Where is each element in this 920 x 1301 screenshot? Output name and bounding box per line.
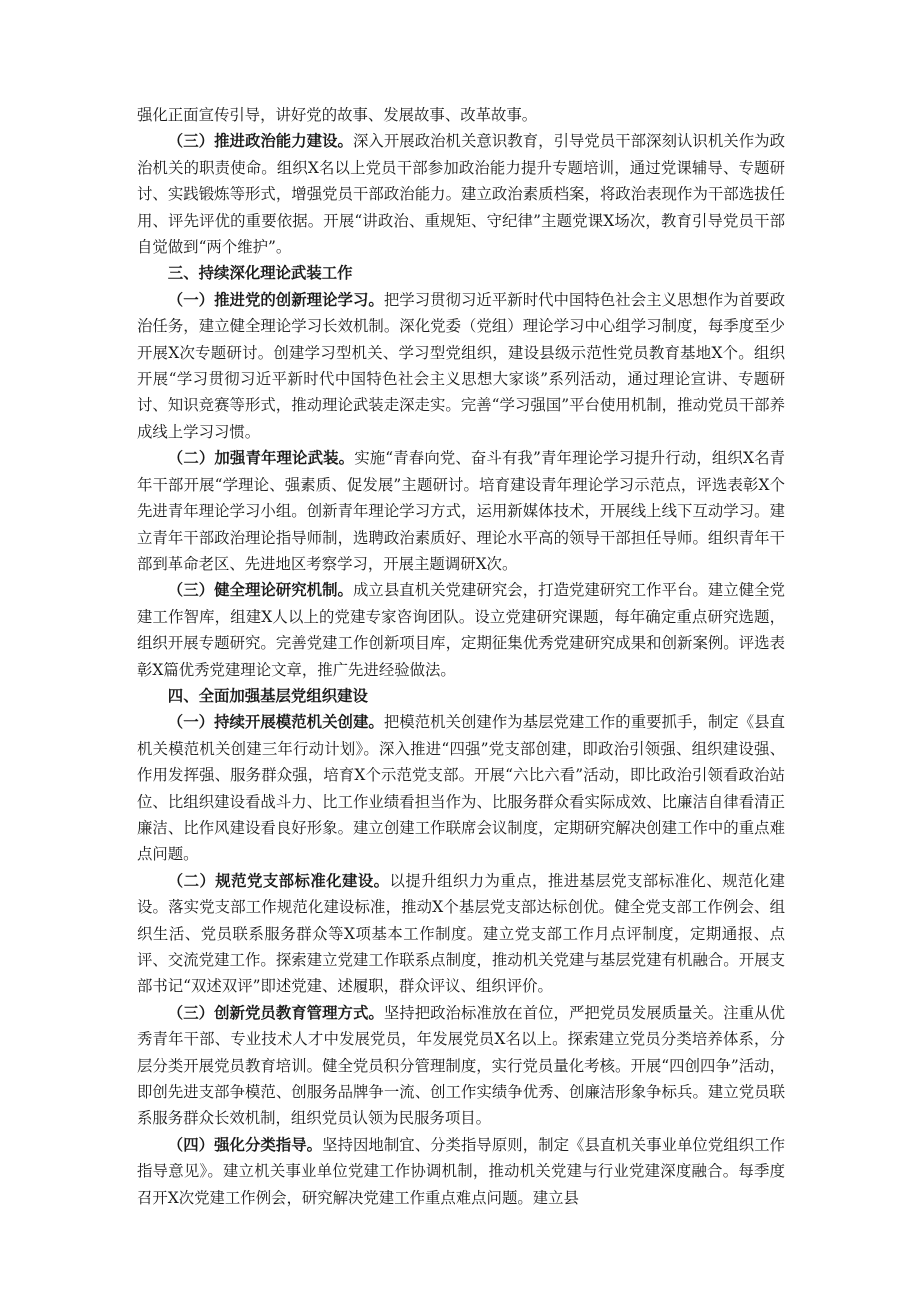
paragraph-9	[137, 1000, 785, 1132]
section-heading-4: 四、全面加强基层党组织建设	[167, 686, 368, 705]
paragraph-text: 坚持把政治标准放在首位，严把党员发展质量关。注重从优秀青年干部、专业技术人才中发展党员，年发展党员X名以上。探索建立党员分类培养体系，分层分类开展党员教育培训。健全党员积分管理制度，实行党员量化考核。开展“四创四争”活动，即创先进支部争模范、创服务品牌争一流、创工作实绩争优秀、创廉洁形象争标兵。建立党员联系服务群众长效机制，组织党员认领为民服务项目。	[137, 1003, 785, 1128]
document-page	[137, 102, 785, 1211]
paragraph-text: 把模范机关创建作为基层党建工作的重要抓手，制定《县直机关模范机关创建三年行动计划》。深入推进“四强”党支部创建，即政治引领强、组织建设强、作用发挥强、服务群众强，培育X个示范党支部。开展“六比六看”活动，即比政治引领看政治站位、比组织建设看战斗力、比工作业绩看担当作为、比服务群众看实际成效、比廉洁自律看清正廉洁、比作风建设看良好形象。建立创建工作联席会议制度，定期研究解决创建工作中的重点难点问题。	[137, 713, 785, 864]
paragraph-lead: （三）推进政治能力建设。	[167, 132, 353, 151]
paragraph-lead: （一）推进党的创新理论学习。	[167, 290, 384, 309]
paragraph-text: 以提升组织力为重点，推进基层党支部标准化、规范化建设。落实党支部工作规范化建设标准，推动X个基层党支部达标创优。健全党支部工作例会、组织生活、党员联系服务群众等X项基本工作制度。建立党支部工作月点评制度，定期通报、点评、交流党建工作。探索建立党建工作联系点制度，推动机关党建与基层党建有机融合。开展支部书记“双述双评”即述党建、述履职，群众评议、组织评价。	[137, 871, 785, 996]
paragraph-lead: （二）加强青年理论武装。	[167, 449, 355, 468]
paragraph-text: 实施“青春向党、奋斗有我”青年理论学习提升行动，组织X名青年干部开展“学理论、强素质、促发展”主题研讨。培育建设青年理论学习示范点，评选表彰X个先进青年理论学习小组。创新青年理论学习方式，运用新媒体技术，开展线上线下互动学习。建立青年干部政治理论指导师制，选聘政治素质好、理论水平高的领导干部担任导师。组织青年干部到革命老区、先进地区考察学习，开展主题调研X次。	[137, 449, 785, 573]
paragraph-5	[137, 577, 785, 683]
paragraph-text: 成立县直机关党建研究会，打造党建研究工作平台。建立健全党建工作智库，组建X人以上的党建专家咨询团队。设立党建研究课题，每年确定重点研究选题，组织开展专题研究。完善党建工作创新项目库，定期征集优秀党建研究成果和创新案例。评选表彰X篇优秀党建理论文章，推广先进经验做法。	[137, 581, 785, 679]
paragraph-4	[137, 445, 785, 577]
paragraph-0	[137, 102, 785, 128]
paragraph-text: 强化正面宣传引导，讲好党的故事、发展故事、改革故事。	[137, 106, 538, 124]
paragraph-text: 深入开展政治机关意识教育，引导党员干部深刻认识机关作为政治机关的职责使命。组织X名以上党员干部参加政治能力提升专题培训，通过党课辅导、专题研讨、实践锻炼等形式，增强党员干部政治能力。建立政治素质档案，将政治表现作为干部选拔任用、评先评优的重要依据。开展“讲政治、重规矩、守纪律”主题党课X场次，教育引导党员干部自觉做到“两个维护”。	[137, 132, 785, 257]
paragraph-8	[137, 868, 785, 1000]
paragraph-lead: （四）强化分类指导。	[167, 1135, 323, 1154]
section-heading-3: 三、持续深化理论武装工作	[167, 264, 353, 283]
paragraph-1	[137, 128, 785, 260]
paragraph-lead: （三）健全理论研究机制。	[167, 581, 353, 600]
paragraph-3	[137, 287, 785, 445]
paragraph-lead: （二）规范党支部标准化建设。	[167, 871, 390, 890]
paragraph-lead: （三）创新党员教育管理方式。	[167, 1003, 384, 1022]
paragraph-lead: （一）持续开展模范机关创建。	[167, 713, 384, 732]
paragraph-text: 把学习贯彻习近平新时代中国特色社会主义思想作为首要政治任务，建立健全理论学习长效机制。深化党委（党组）理论学习中心组学习制度，每季度至少开展X次专题研讨。创建学习型机关、学习型党组织，建设县级示范性党员教育基地X个。组织开展“学习贯彻习近平新时代中国特色社会主义思想大家谈”系列活动，通过理论宣讲、专题研讨、知识竞赛等形式，推动理论武装走深走实。完善“学习强国”平台使用机制，推动党员干部养成线上学习习惯。	[137, 290, 785, 441]
paragraph-text: 坚持因地制宜、分类指导原则，制定《县直机关事业单位党组织工作指导意见》。建立机关事业单位党建工作协调机制，推动机关党建与行业党建深度融合。每季度召开X次党建工作例会，研究解决党建工作重点难点问题。建立县	[137, 1135, 785, 1207]
paragraph-10	[137, 1132, 785, 1211]
paragraph-7	[137, 709, 785, 867]
